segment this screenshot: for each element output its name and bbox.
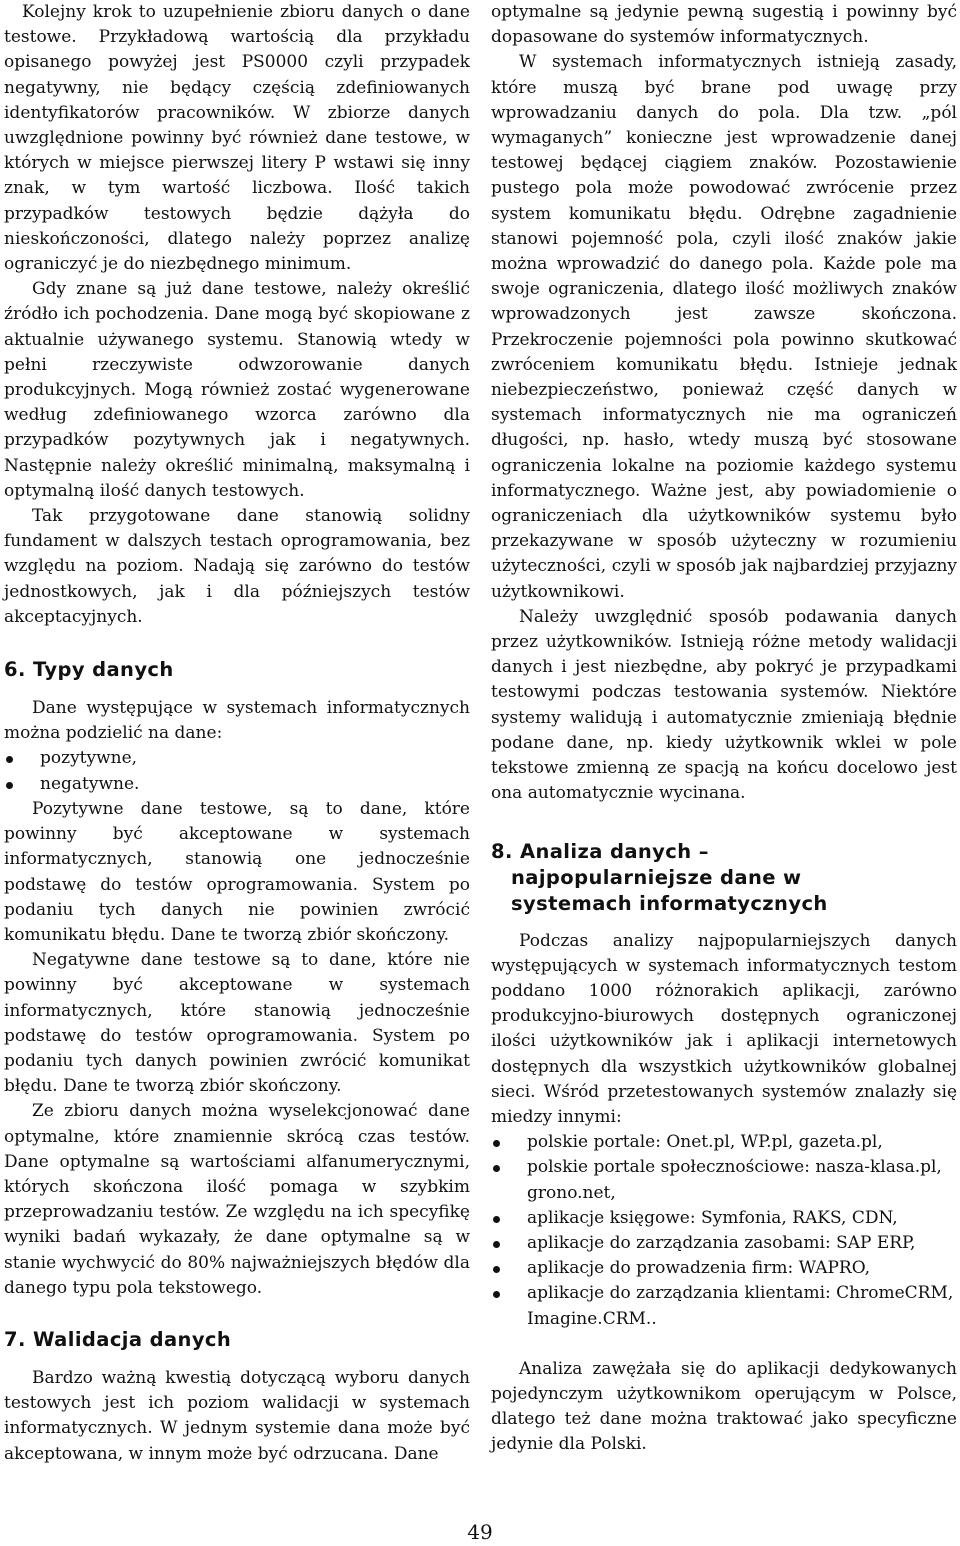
list-item: aplikacje księgowe: Symfonia, RAKS, CDN,	[491, 1206, 957, 1231]
list-item: polskie portale: Onet.pl, WP.pl, gazeta.pl,	[491, 1130, 957, 1155]
paragraph: W systemach informatycznych istnieją zasady, które muszą być brane pod uwagę przy wprowadzaniu danych do pola. Dla tzw. „pól wymaganych” konieczne jest wprowadzenie danej testowej będącej ciągiem znaków. Pozostawienie pustego pola może powodować zwrócenie przez system komunikatu błędu. Odrębne zagadnienie stanowi pojemność pola, czyli ilość znaków jakie można wprowadzić do danego pola. Każde pole ma swoje ograniczenia, dlatego ilość możliwych znaków wprowadzonych jest zawsze skończona. Przekroczenie pojemności pola powinno skutkować zwróceniem komunikatu błędu. Istnieje jednak niebezpieczeństwo, ponieważ część danych w systemach informatycznych nie ma ograniczeń długości, np. hasło, wtedy muszą być stosowane ograniczenia lokalne na poziomie każdego systemu informatycznego. Ważne jest, aby powiadomienie o ograniczeniach dla użytkowników systemu było przekazywane w sposób użyteczny w rozumieniu użyteczności, czyli w sposób jak najbardziej przyjazny użytkownikowi.	[491, 52, 957, 602]
heading-line: systemach informatycznych	[511, 891, 828, 915]
bullet-icon	[493, 1140, 500, 1147]
bullet-icon	[6, 782, 13, 789]
heading-line: najpopularniejsze dane w	[511, 865, 802, 889]
bullet-icon	[493, 1266, 500, 1273]
paragraph: Ze zbioru danych można wyselekcjonować dane optymalne, które znamiennie skrócą czas testów. Dane optymalne są wartościami alfanumerycznymi, których skończona ilość pomaga w szybkim przeprowadzaniu testów. Ze względu na ich specyfikę wyniki badań wykazały, że dane optymalne są w stanie wychwycić do 80% najważniejszych błędów dla danego typu pola tekstowego.	[4, 1101, 470, 1298]
paragraph: Podczas analizy najpopularniejszych danych występujących w systemach informatycznych testom poddano 1000 różnorakich aplikacji, zarówno produkcyjno-biurowych dostępnych ograniczonej ilości użytkowników jak i aplikacji internetowych dostępnych dla wszystkich użytkowników globalnej sieci. Wśród przetestowanych systemów znalazły się miedzy innymi:	[491, 930, 957, 1127]
section-heading-6: 6. Typy danych	[4, 658, 174, 682]
list-item: aplikacje do zarządzania klientami: ChromeCRM, Imagine.CRM..	[491, 1281, 957, 1331]
paragraph: optymalne są jedynie pewną sugestią i powinny być dopasowane do systemów informatycznych.	[491, 2, 957, 48]
bullet-icon	[493, 1291, 500, 1298]
bullet-icon	[493, 1216, 500, 1223]
left-column	[4, 0, 470, 1467]
paragraph: Gdy znane są już dane testowe, należy określić źródło ich pochodzenia. Dane mogą być skopiowane z aktualnie używanego systemu. Stanowią wtedy w pełni rzeczywiste odwzorowanie danych produkcyjnych. Mogą również zostać wygenerowane według zdefiniowanego wzorca zarówno dla przypadków pozytywnych jak i negatywnych. Następnie należy określić minimalną, maksymalną i optymalną ilość danych testowych.	[4, 279, 470, 501]
bullet-icon	[493, 1165, 500, 1172]
paragraph: Analiza zawężała się do aplikacji dedykowanych pojedynczym użytkownikom operującym w Polsce, dlatego też dane można traktować jako specyficzne jedynie dla Polski.	[491, 1358, 957, 1455]
section-heading-7: 7. Walidacja danych	[4, 1327, 232, 1351]
list-item: pozytywne,	[4, 746, 470, 771]
paragraph: Należy uwzględnić sposób podawania danych przez użytkowników. Istnieją różne metody walidacji danych i jest niezbędne, aby pokryć je przypadkami testowymi podczas testowania systemów. Niektóre systemy walidują i automatycznie zmieniają błędnie podane dane, np. kiedy użytkownik wklei w pole tekstowe zmienną ze spacją na końcu docelowo jest ona automatycznie wycinana.	[491, 606, 957, 804]
paragraph: Dane występujące w systemach informatycznych można podzielić na dane:	[4, 698, 470, 744]
list-item: negatywne.	[4, 772, 470, 797]
heading-line: 8. Analiza danych –	[491, 839, 709, 863]
paragraph: Bardzo ważną kwestią dotyczącą wyboru danych testowych jest ich poziom walidacji w systemach informatycznych. W jednym systemie dana może być akceptowana, w innym może być odrzucana. Dane	[4, 1367, 470, 1464]
bullet-icon	[493, 1241, 500, 1248]
data-types-list	[4, 746, 470, 796]
paragraph: Tak przygotowane dane stanowią solidny fundament w dalszych testach oprogramowania, bez względu na poziom. Nadają się zarówno do testów jednostkowych, jak i dla późniejszych testów akceptacyjnych.	[4, 506, 470, 627]
paragraph: Kolejny krok to uzupełnienie zbioru danych o dane testowe. Przykładową wartością dla przykładu opisanego powyżej jest PS0000 czyli przypadek negatywny, nie będący częścią zdefiniowanych identyfikatorów pracowników. W zbiorze danych uwzględnione powinny być również dane testowe, w których w miejsce pierwszej litery P wstawi się inny znak, w tym wartość liczbowa. Ilość takich przypadków testowych będzie dążyła do nieskończoności, dlatego należy poprzez analizę ograniczyć je do niezbędnego minimum.	[4, 2, 470, 275]
paragraph: Negatywne dane testowe są to dane, które nie powinny być akceptowane w systemach informatycznych, które stanowią jednocześnie podstawę do testów oprogramowania. System po podaniu tych danych powinien zwrócić komunikat błędu. Dane te tworzą zbiór skończony.	[4, 950, 470, 1097]
page-number: 49	[467, 1520, 493, 1544]
paragraph: Pozytywne dane testowe, są to dane, które powinny być akceptowane w systemach informatycznych, stanowią one jednocześnie podstawę do testów oprogramowania. System po podaniu tych danych nie powinien zwrócić komunikatu błędu. Dane te tworzą zbiór skończony.	[4, 798, 470, 945]
bullet-icon	[6, 756, 13, 763]
right-column	[491, 0, 957, 1458]
list-item: aplikacje do zarządzania zasobami: SAP ERP,	[491, 1231, 957, 1256]
list-item: aplikacje do prowadzenia firm: WAPRO,	[491, 1256, 957, 1281]
list-item: polskie portale społecznościowe: nasza-klasa.pl, grono.net,	[491, 1155, 957, 1205]
tested-systems-list	[491, 1130, 957, 1332]
section-heading-8	[491, 839, 957, 917]
